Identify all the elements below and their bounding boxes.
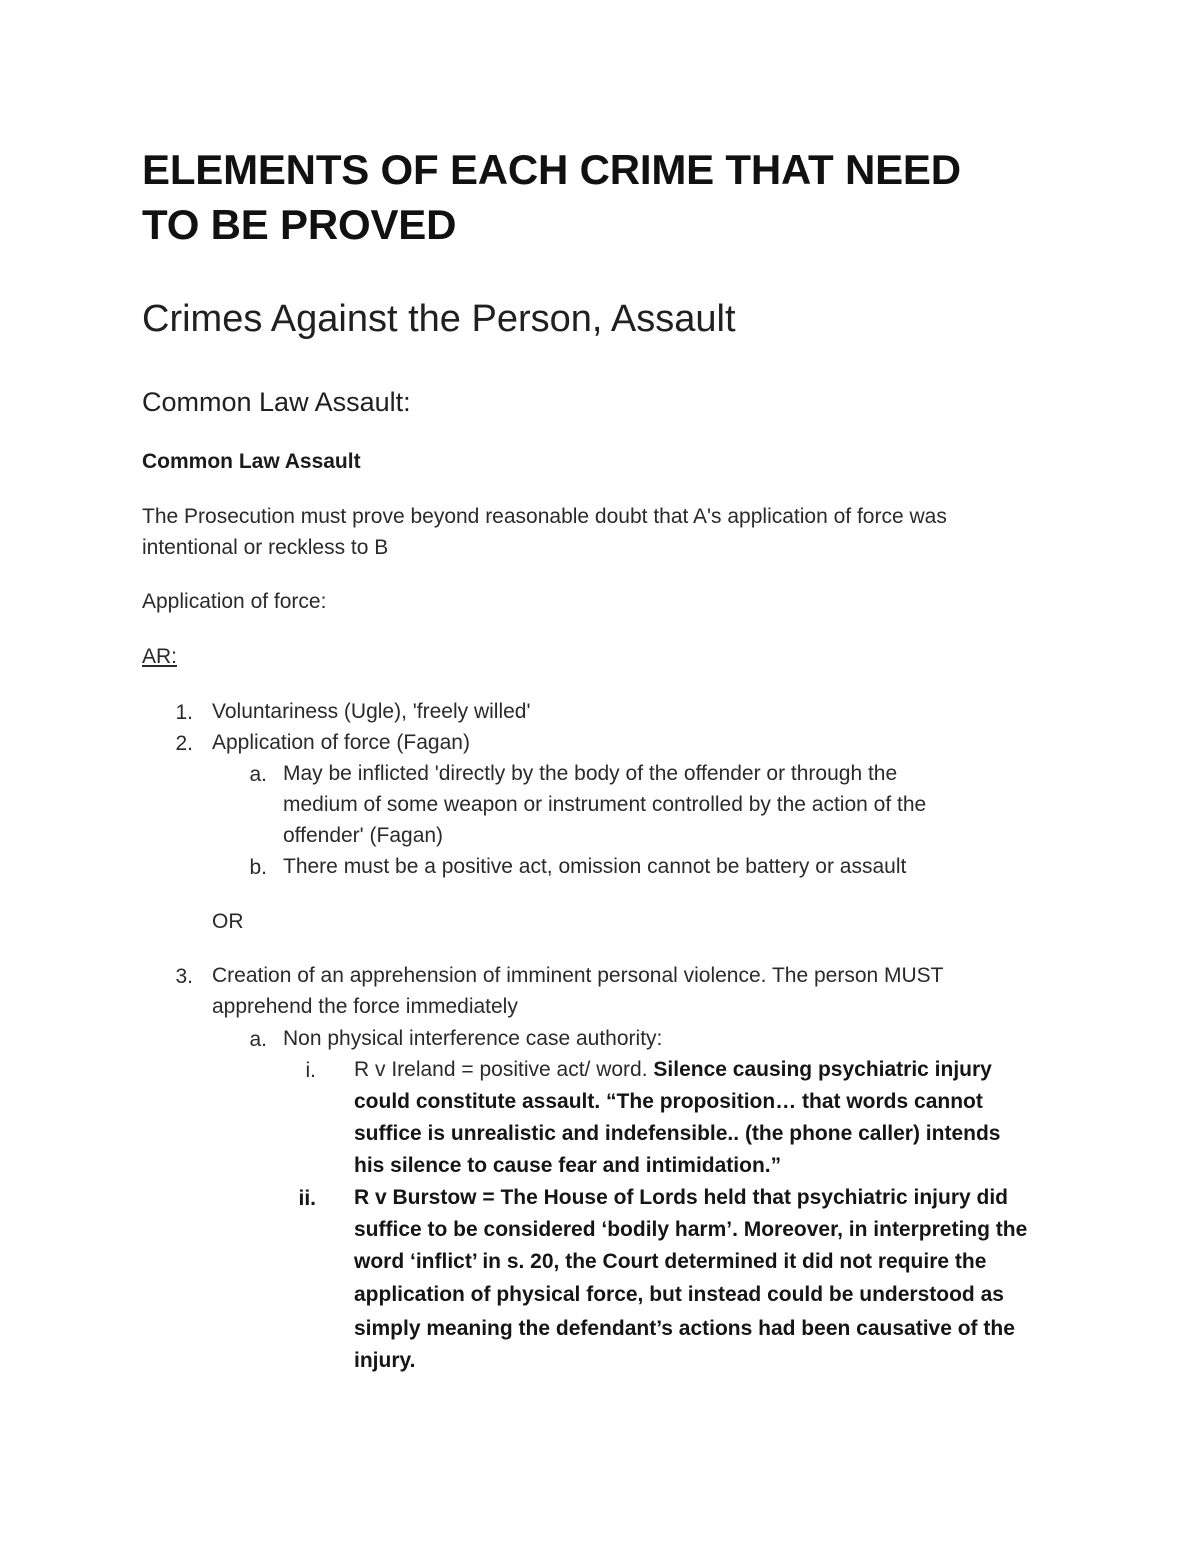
sub-heading: Common Law Assault xyxy=(142,450,361,473)
list-marker-3a-ii: ii. xyxy=(298,1187,316,1210)
document-subtitle: Crimes Against the Person, Assault xyxy=(142,298,736,340)
list-item-3a-ii-line-3: word ‘inflict’ in s. 20, the Court determined it did not require the xyxy=(354,1250,987,1273)
list-marker-3a: a. xyxy=(249,1028,267,1051)
list-item-1: Voluntariness (Ugle), 'freely willed' xyxy=(212,700,531,723)
list-item-2b: There must be a positive act, omission cannot be battery or assault xyxy=(283,855,907,878)
ireland-plain-text: R v Ireland = positive act/ word. xyxy=(354,1058,654,1081)
application-label: Application of force: xyxy=(142,590,327,613)
or-label: OR xyxy=(212,910,244,933)
list-item-3a-i-line-1 xyxy=(354,1059,992,1080)
list-item-3a-i-line-3: suffice is unrealistic and indefensible.. (the phone caller) intends xyxy=(354,1122,1001,1145)
list-item-3-line-1: Creation of an apprehension of imminent personal violence. The person MUST xyxy=(212,964,944,987)
list-marker-2: 2. xyxy=(175,732,193,755)
list-item-2a-line-1: May be inflicted 'directly by the body of the offender or through the xyxy=(283,762,898,785)
list-item-3a-ii-line-6: injury. xyxy=(354,1349,416,1372)
list-item-3a-i-line-4: his silence to cause fear and intimidation.” xyxy=(354,1154,782,1177)
list-marker-1: 1. xyxy=(175,701,193,724)
list-item-3a-ii-line-2: suffice to be considered ‘bodily harm’. Moreover, in interpreting the xyxy=(354,1218,1028,1241)
document-title-line-1: ELEMENTS OF EACH CRIME THAT NEED xyxy=(142,146,961,193)
list-marker-3: 3. xyxy=(175,965,193,988)
list-item-3a-ii-line-5: simply meaning the defendant’s actions had been causative of the xyxy=(354,1317,1015,1340)
list-item-3a-ii-line-1: R v Burstow = The House of Lords held that psychiatric injury did xyxy=(354,1186,1009,1209)
list-item-3a-ii-line-4: application of physical force, but instead could be understood as xyxy=(354,1283,1004,1306)
list-item-3a-i-line-2: could constitute assault. “The proposition… that words cannot xyxy=(354,1090,983,1113)
ireland-bold-text: Silence causing psychiatric injury xyxy=(653,1058,992,1081)
document-title-line-2: TO BE PROVED xyxy=(142,201,457,248)
list-item-2: Application of force (Fagan) xyxy=(212,731,470,754)
list-marker-3a-i: i. xyxy=(305,1059,316,1082)
ar-label: AR: xyxy=(142,645,178,668)
intro-line-2: intentional or reckless to B xyxy=(142,536,389,559)
list-item-2a-line-2: medium of some weapon or instrument controlled by the action of the xyxy=(283,793,927,816)
list-item-3a: Non physical interference case authority: xyxy=(283,1027,663,1050)
section-heading: Common Law Assault: xyxy=(142,387,411,417)
list-marker-2a: a. xyxy=(249,763,267,786)
list-item-2a-line-3: offender' (Fagan) xyxy=(283,824,444,847)
intro-line-1: The Prosecution must prove beyond reasonable doubt that A's application of force was xyxy=(142,505,947,528)
list-marker-2b: b. xyxy=(249,856,267,879)
list-item-3-line-2: apprehend the force immediately xyxy=(212,995,518,1018)
